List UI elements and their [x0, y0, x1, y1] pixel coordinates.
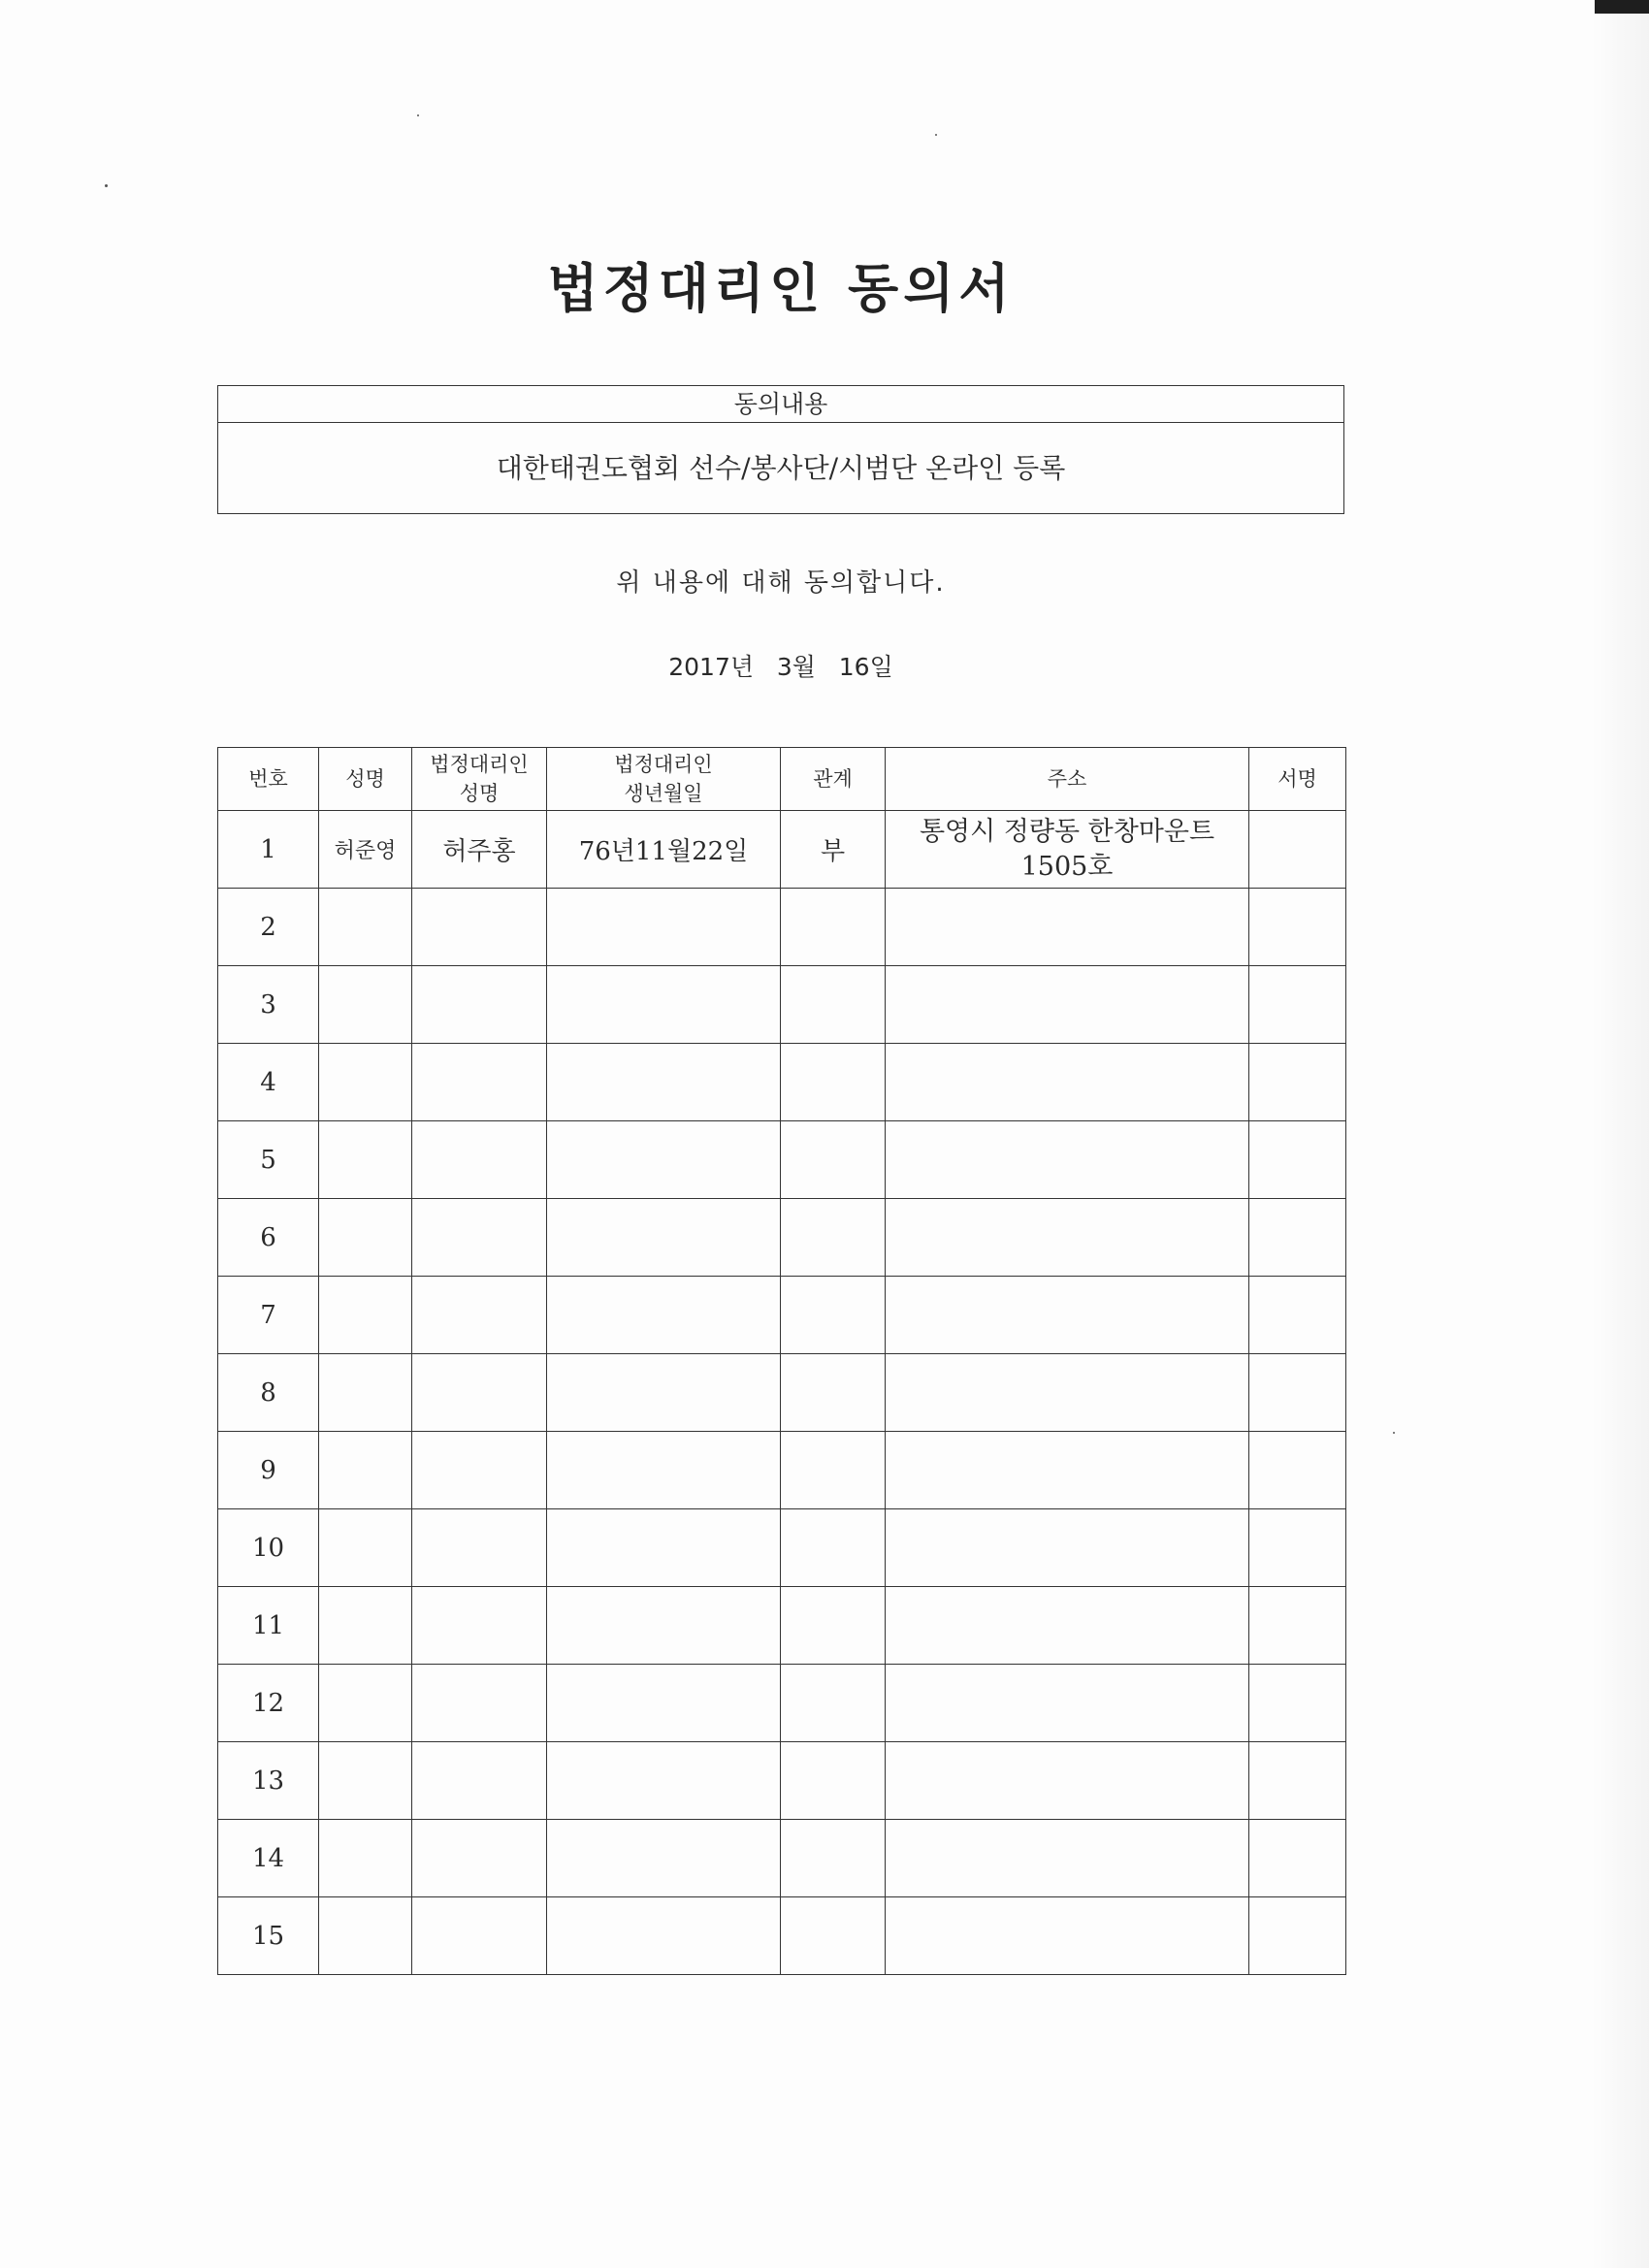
row-guardian-birth: [547, 1277, 781, 1354]
document-title: 법정대리인 동의서: [547, 257, 1015, 319]
row-guardian-name: [412, 889, 547, 966]
row-guardian-name: [412, 1354, 547, 1432]
scan-speck: [417, 114, 419, 116]
row-number: 8: [218, 1354, 319, 1432]
row-number: 12: [218, 1665, 319, 1742]
row-guardian-name: [412, 1277, 547, 1354]
table-row: [218, 811, 1346, 889]
row-relation: [781, 1587, 886, 1665]
row-guardian-name: [412, 1820, 547, 1897]
row-name: [319, 1665, 412, 1742]
scan-speck: [935, 134, 937, 136]
table-row: [218, 1509, 1346, 1587]
row-name: [319, 1587, 412, 1665]
row-signature: [1249, 1354, 1346, 1432]
agreement-statement: 위 내용에 대해 동의합니다.: [616, 568, 946, 598]
consent-content: 대한태권도협회 선수/봉사단/시범단 온라인 등록: [496, 452, 1066, 484]
table-row: [218, 1742, 1346, 1820]
row-guardian-name: [412, 1432, 547, 1509]
table-row: [218, 1044, 1346, 1121]
row-name: [319, 1432, 412, 1509]
row-name: [319, 966, 412, 1044]
header-signature: 서명: [1249, 748, 1346, 811]
row-guardian-birth: 76년11월22일: [547, 811, 781, 889]
row-number: 7: [218, 1277, 319, 1354]
row-signature: [1249, 811, 1346, 889]
row-relation: [781, 1121, 886, 1199]
header-guardian-name: [412, 748, 547, 811]
row-address-line1: 통영시 정량동 한창마운트: [919, 816, 1215, 847]
consent-box: [217, 385, 1344, 514]
header-address: 주소: [886, 748, 1249, 811]
row-address: [886, 1509, 1249, 1587]
row-name: [319, 1044, 412, 1121]
row-number: 9: [218, 1432, 319, 1509]
row-name: [319, 1199, 412, 1277]
row-signature: [1249, 1897, 1346, 1975]
row-address: [886, 889, 1249, 966]
row-name: 허준영: [319, 811, 412, 889]
scan-shadow: [1591, 0, 1649, 2268]
row-signature: [1249, 1820, 1346, 1897]
row-relation: [781, 1044, 886, 1121]
row-address: [886, 1432, 1249, 1509]
row-relation: [781, 1897, 886, 1975]
row-guardian-name: [412, 1509, 547, 1587]
row-guardian-birth: [547, 966, 781, 1044]
row-name: [319, 1897, 412, 1975]
row-address: [886, 1587, 1249, 1665]
row-signature: [1249, 1742, 1346, 1820]
row-address-line2: 1505호: [1020, 851, 1114, 882]
row-signature: [1249, 889, 1346, 966]
row-address: [886, 966, 1249, 1044]
header-guardian-name-line2: 성명: [459, 782, 500, 805]
row-guardian-name: [412, 1044, 547, 1121]
row-number: 11: [218, 1587, 319, 1665]
row-name: [319, 1742, 412, 1820]
row-guardian-name: [412, 1742, 547, 1820]
row-relation: [781, 1665, 886, 1742]
row-number: 1: [218, 811, 319, 889]
row-relation: [781, 1277, 886, 1354]
table-row: [218, 966, 1346, 1044]
row-guardian-birth: [547, 1432, 781, 1509]
row-guardian-birth: [547, 889, 781, 966]
table-row: [218, 1432, 1346, 1509]
header-guardian-name-line1: 법정대리인: [430, 753, 529, 776]
table-row: [218, 1820, 1346, 1897]
row-signature: [1249, 1044, 1346, 1121]
row-guardian-name: [412, 1121, 547, 1199]
row-name: [319, 889, 412, 966]
row-guardian-birth: [547, 1044, 781, 1121]
row-relation: [781, 1199, 886, 1277]
header-guardian-birth-line2: 생년월일: [624, 782, 703, 805]
row-guardian-name: [412, 1897, 547, 1975]
row-address: [886, 1277, 1249, 1354]
row-address: [886, 1665, 1249, 1742]
row-number: 5: [218, 1121, 319, 1199]
row-guardian-birth: [547, 1742, 781, 1820]
row-guardian-birth: [547, 1121, 781, 1199]
row-signature: [1249, 966, 1346, 1044]
row-relation: [781, 1742, 886, 1820]
row-signature: [1249, 1509, 1346, 1587]
row-guardian-name: [412, 1665, 547, 1742]
scan-speck: [105, 184, 108, 187]
header-guardian-birth: [547, 748, 781, 811]
row-address: [886, 1121, 1249, 1199]
row-guardian-birth: [547, 1354, 781, 1432]
row-number: 10: [218, 1509, 319, 1587]
row-relation: [781, 889, 886, 966]
row-relation: [781, 1354, 886, 1432]
table-row: [218, 1121, 1346, 1199]
table-header-row: [218, 748, 1346, 811]
row-address: [886, 1044, 1249, 1121]
row-number: 3: [218, 966, 319, 1044]
header-number: 번호: [218, 748, 319, 811]
row-name: [319, 1121, 412, 1199]
row-address: [886, 1897, 1249, 1975]
row-name: [319, 1277, 412, 1354]
scan-edge: [1595, 0, 1649, 14]
row-signature: [1249, 1199, 1346, 1277]
row-guardian-name: [412, 966, 547, 1044]
row-relation: 부: [781, 811, 886, 889]
table-row: [218, 1277, 1346, 1354]
row-name: [319, 1509, 412, 1587]
row-address: [886, 1354, 1249, 1432]
consent-header: 동의내용: [218, 386, 1343, 423]
row-address: [886, 811, 1249, 889]
row-name: [319, 1354, 412, 1432]
row-relation: [781, 966, 886, 1044]
row-guardian-name: [412, 1199, 547, 1277]
row-signature: [1249, 1587, 1346, 1665]
row-number: 2: [218, 889, 319, 966]
row-number: 4: [218, 1044, 319, 1121]
row-guardian-birth: [547, 1509, 781, 1587]
table-row: [218, 1665, 1346, 1742]
row-number: 6: [218, 1199, 319, 1277]
row-guardian-name: 허주홍: [412, 811, 547, 889]
row-signature: [1249, 1432, 1346, 1509]
header-relation: 관계: [781, 748, 886, 811]
consent-date: 2017년 3월 16일: [668, 653, 893, 681]
row-guardian-name: [412, 1587, 547, 1665]
row-relation: [781, 1509, 886, 1587]
row-relation: [781, 1820, 886, 1897]
guardian-roster-table: [217, 747, 1346, 1975]
row-guardian-birth: [547, 1587, 781, 1665]
table-row: [218, 889, 1346, 966]
table-row: [218, 1897, 1346, 1975]
row-guardian-birth: [547, 1897, 781, 1975]
header-guardian-birth-line1: 법정대리인: [614, 753, 713, 776]
row-signature: [1249, 1277, 1346, 1354]
table-row: [218, 1199, 1346, 1277]
row-guardian-birth: [547, 1665, 781, 1742]
row-number: 13: [218, 1742, 319, 1820]
row-address: [886, 1199, 1249, 1277]
header-name: 성명: [319, 748, 412, 811]
row-address: [886, 1820, 1249, 1897]
row-guardian-birth: [547, 1820, 781, 1897]
row-guardian-birth: [547, 1199, 781, 1277]
row-signature: [1249, 1121, 1346, 1199]
scan-speck: [1393, 1432, 1395, 1434]
row-name: [319, 1820, 412, 1897]
row-signature: [1249, 1665, 1346, 1742]
row-number: 15: [218, 1897, 319, 1975]
row-relation: [781, 1432, 886, 1509]
table-row: [218, 1587, 1346, 1665]
row-address: [886, 1742, 1249, 1820]
row-number: 14: [218, 1820, 319, 1897]
table-row: [218, 1354, 1346, 1432]
